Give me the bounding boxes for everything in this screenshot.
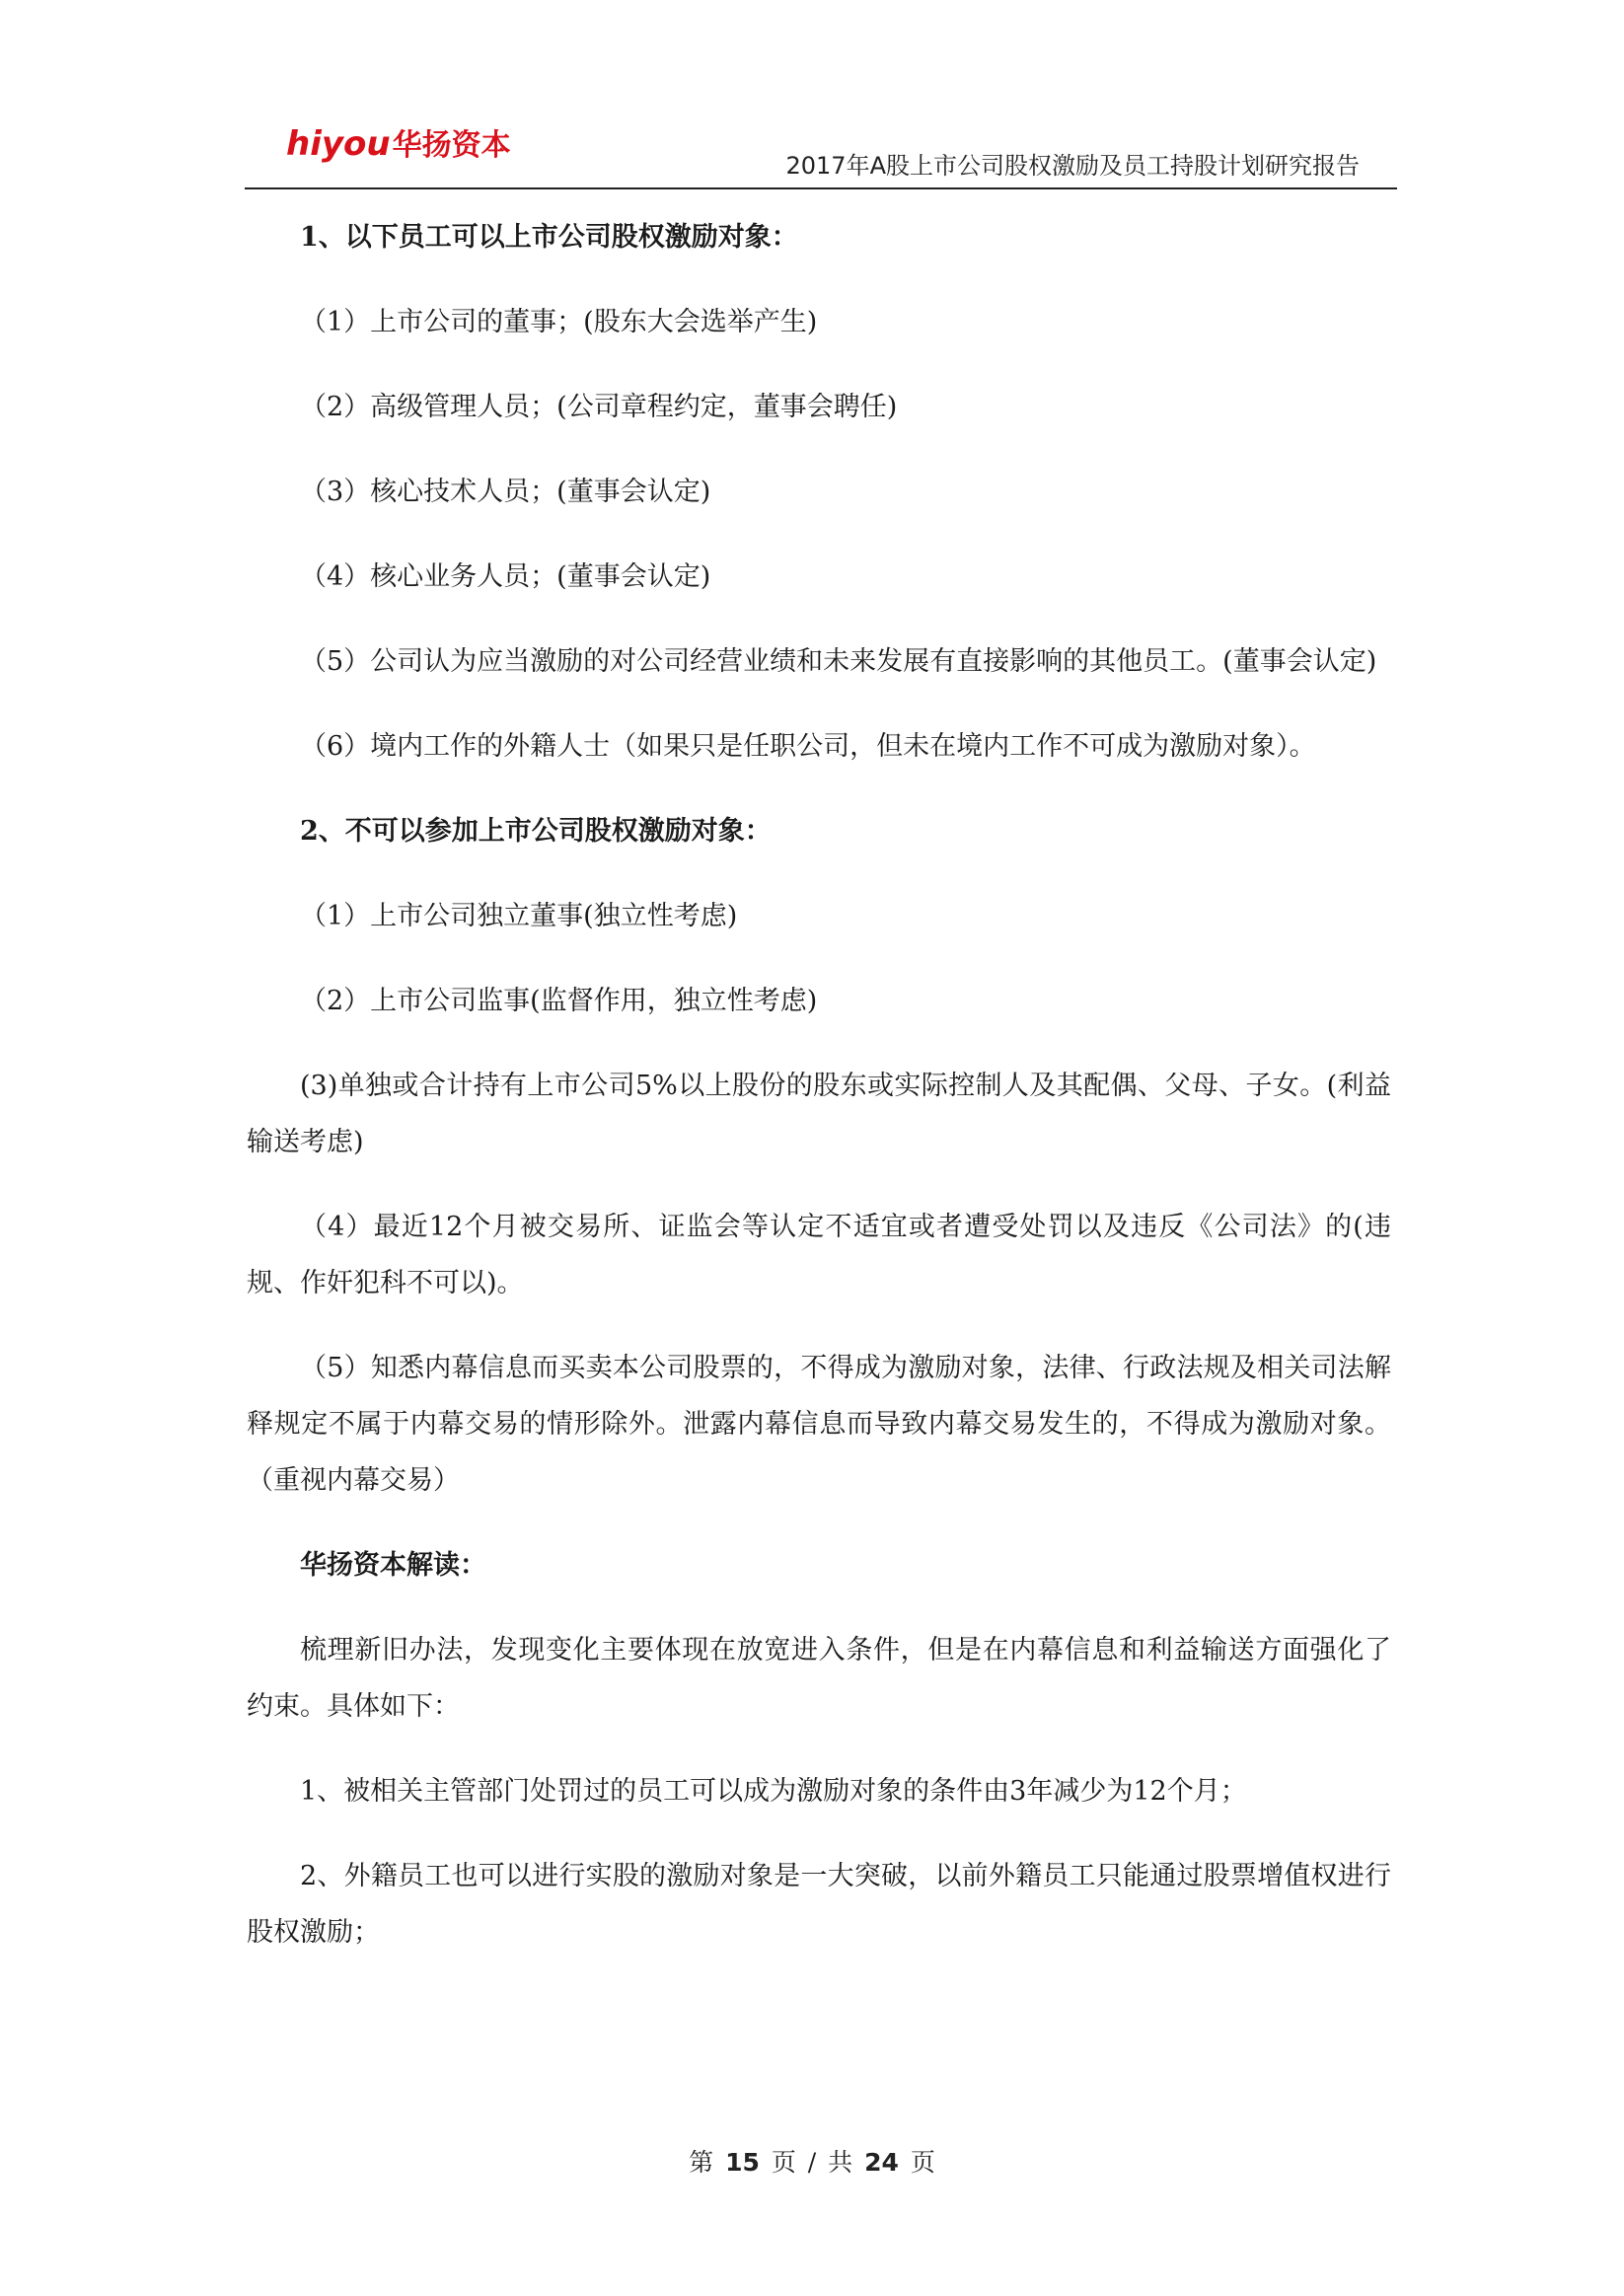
footer-page-word: 页 bbox=[771, 2148, 796, 2177]
paragraph: 2、不可以参加上市公司股权激励对象： bbox=[300, 816, 772, 847]
paragraph: 1、以下员工可以上市公司股权激励对象： bbox=[300, 222, 798, 253]
current-page-number: 15 bbox=[725, 2148, 760, 2177]
footer-total-prefix: 共 bbox=[828, 2148, 853, 2177]
footer-prefix: 第 bbox=[689, 2148, 714, 2177]
company-logo bbox=[286, 120, 511, 164]
paragraph: （2）高级管理人员；(公司章程约定，董事会聘任) bbox=[300, 392, 898, 422]
paragraph: （1）上市公司独立董事(独立性考虑) bbox=[300, 901, 738, 931]
paragraph: （4）最近12个月被交易所、证监会等认定不适宜或者遭受处罚以及违反《公司法》的(违规、作奸犯科不可以)。 bbox=[247, 1212, 1391, 1298]
paragraph: (3)单独或合计持有上市公司5%以上股份的股东或实际控制人及其配偶、父母、子女。(利益输送考虑) bbox=[247, 1071, 1391, 1157]
paragraph: 2、外籍员工也可以进行实股的激励对象是一大突破，以前外籍员工只能通过股票增值权进行股权激励； bbox=[247, 1861, 1391, 1948]
page-header bbox=[245, 116, 1397, 189]
logo-chinese-text: 华扬资本 bbox=[392, 128, 511, 163]
paragraph: （2）上市公司监事(监督作用，独立性考虑) bbox=[300, 986, 818, 1016]
paragraph: （6）境内工作的外籍人士（如果只是任职公司，但未在境内工作不可成为激励对象）。 bbox=[300, 731, 1316, 762]
report-title: 2017年A股上市公司股权激励及员工持股计划研究报告 bbox=[785, 152, 1360, 180]
paragraph: （5）公司认为应当激励的对公司经营业绩和未来发展有直接影响的其他员工。(董事会认定) bbox=[300, 646, 1377, 677]
document-body bbox=[247, 209, 1391, 1989]
footer-suffix: 页 bbox=[910, 2148, 935, 2177]
total-pages-number: 24 bbox=[864, 2148, 899, 2177]
footer-separator: / bbox=[807, 2148, 817, 2177]
paragraph: 华扬资本解读： bbox=[300, 1550, 486, 1581]
paragraph: （5）知悉内幕信息而买卖本公司股票的，不得成为激励对象，法律、行政法规及相关司法解释规定不属于内幕交易的情形除外。泄露内幕信息而导致内幕交易发生的，不得成为激励对象。（重视内幕交易） bbox=[247, 1353, 1391, 1496]
page-footer bbox=[0, 2143, 1624, 2179]
paragraph: （3）核心技术人员；(董事会认定) bbox=[300, 477, 711, 507]
logo-latin-text: hiyou bbox=[286, 124, 391, 164]
paragraph: （1）上市公司的董事；(股东大会选举产生) bbox=[300, 307, 818, 337]
paragraph: （4）核心业务人员；(董事会认定) bbox=[300, 561, 711, 592]
paragraph: 梳理新旧办法，发现变化主要体现在放宽进入条件，但是在内幕信息和利益输送方面强化了约束。具体如下： bbox=[247, 1635, 1391, 1722]
paragraph: 1、被相关主管部门处罚过的员工可以成为激励对象的条件由3年减少为12个月； bbox=[300, 1776, 1247, 1807]
